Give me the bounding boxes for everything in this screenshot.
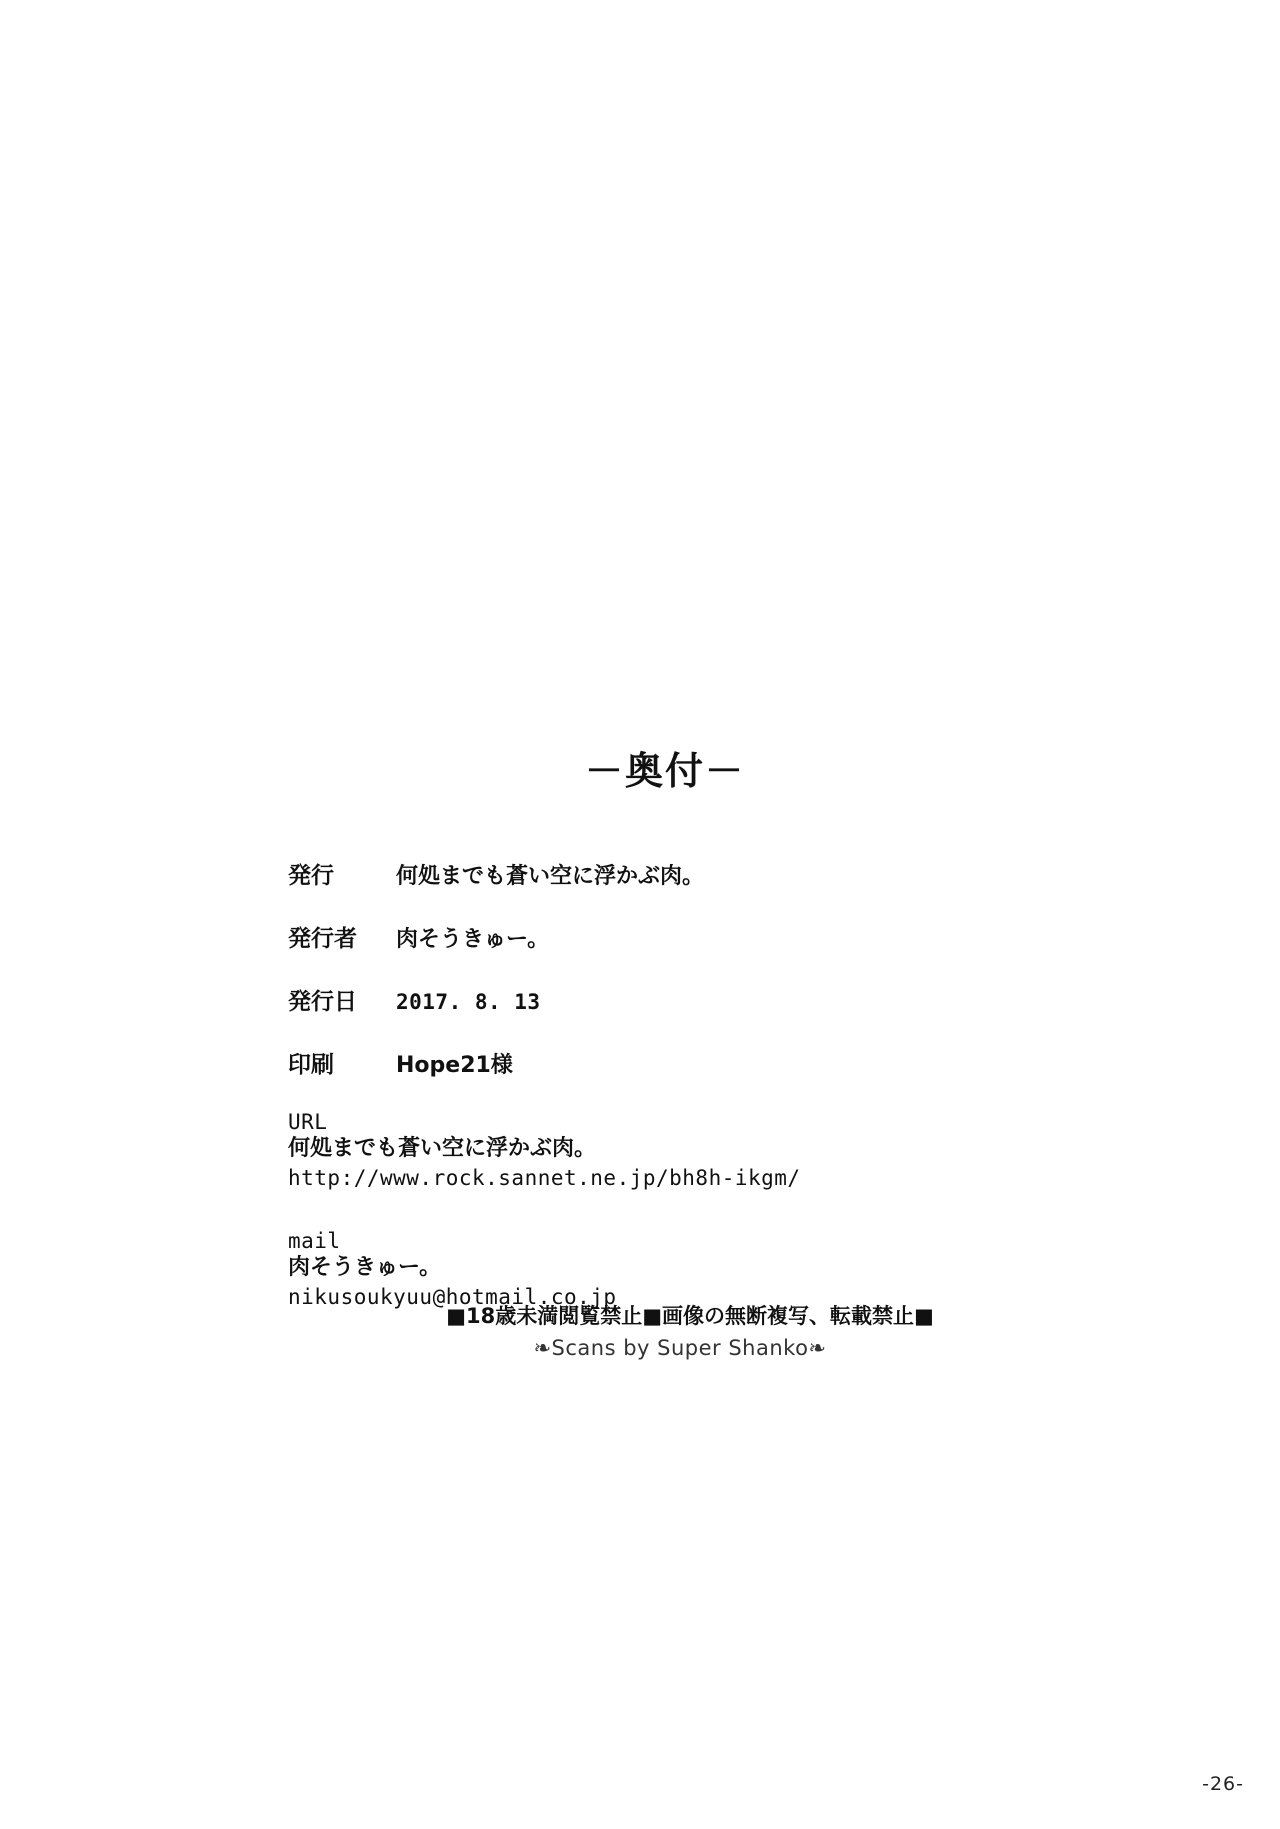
page-number: -26- bbox=[1202, 1773, 1244, 1795]
entry-value: 肉そうきゅー。 bbox=[396, 927, 550, 952]
colophon-url-block bbox=[288, 1109, 1048, 1192]
entry-label: 印刷 bbox=[288, 1052, 334, 1078]
entry-label: 発行 bbox=[288, 863, 334, 889]
entry-label: 発行者 bbox=[288, 926, 357, 952]
colophon-entry-publication bbox=[288, 857, 1048, 890]
entry-value: 2017. 8. 13 bbox=[396, 990, 541, 1014]
colophon-entry-printer bbox=[288, 1046, 1048, 1079]
colophon-entry-publisher bbox=[288, 920, 1048, 953]
scans-credit: ❧Scans by Super Shanko❧ bbox=[533, 1336, 827, 1360]
mail-address[interactable]: nikusoukyuu@hotmail.co.jp bbox=[288, 1285, 617, 1310]
colophon-entries bbox=[288, 857, 1048, 1311]
url-label: URL bbox=[288, 1110, 328, 1134]
block-spacer bbox=[288, 1218, 1048, 1228]
mail-owner-name: 肉そうきゅー。 bbox=[288, 1255, 442, 1281]
entry-value: Hope21様 bbox=[396, 1053, 513, 1078]
entry-value: 何処までも蒼い空に浮かぶ肉。 bbox=[396, 864, 705, 889]
age-restriction-notice: ■18歳未満閲覧禁止■画像の無断複写、転載禁止■ bbox=[446, 1304, 934, 1328]
mail-label: mail bbox=[288, 1229, 341, 1254]
url-link[interactable]: http://www.rock.sannet.ne.jp/bh8h-ikgm/ bbox=[288, 1165, 801, 1190]
colophon-entry-date bbox=[288, 983, 1048, 1016]
page-title: －奥付－ bbox=[584, 749, 745, 793]
url-site-name: 何処までも蒼い空に浮かぶ肉。 bbox=[288, 1136, 597, 1162]
colophon-section bbox=[0, 740, 1280, 1337]
colophon-mail-block bbox=[288, 1228, 1048, 1311]
entry-label: 発行日 bbox=[288, 989, 357, 1015]
